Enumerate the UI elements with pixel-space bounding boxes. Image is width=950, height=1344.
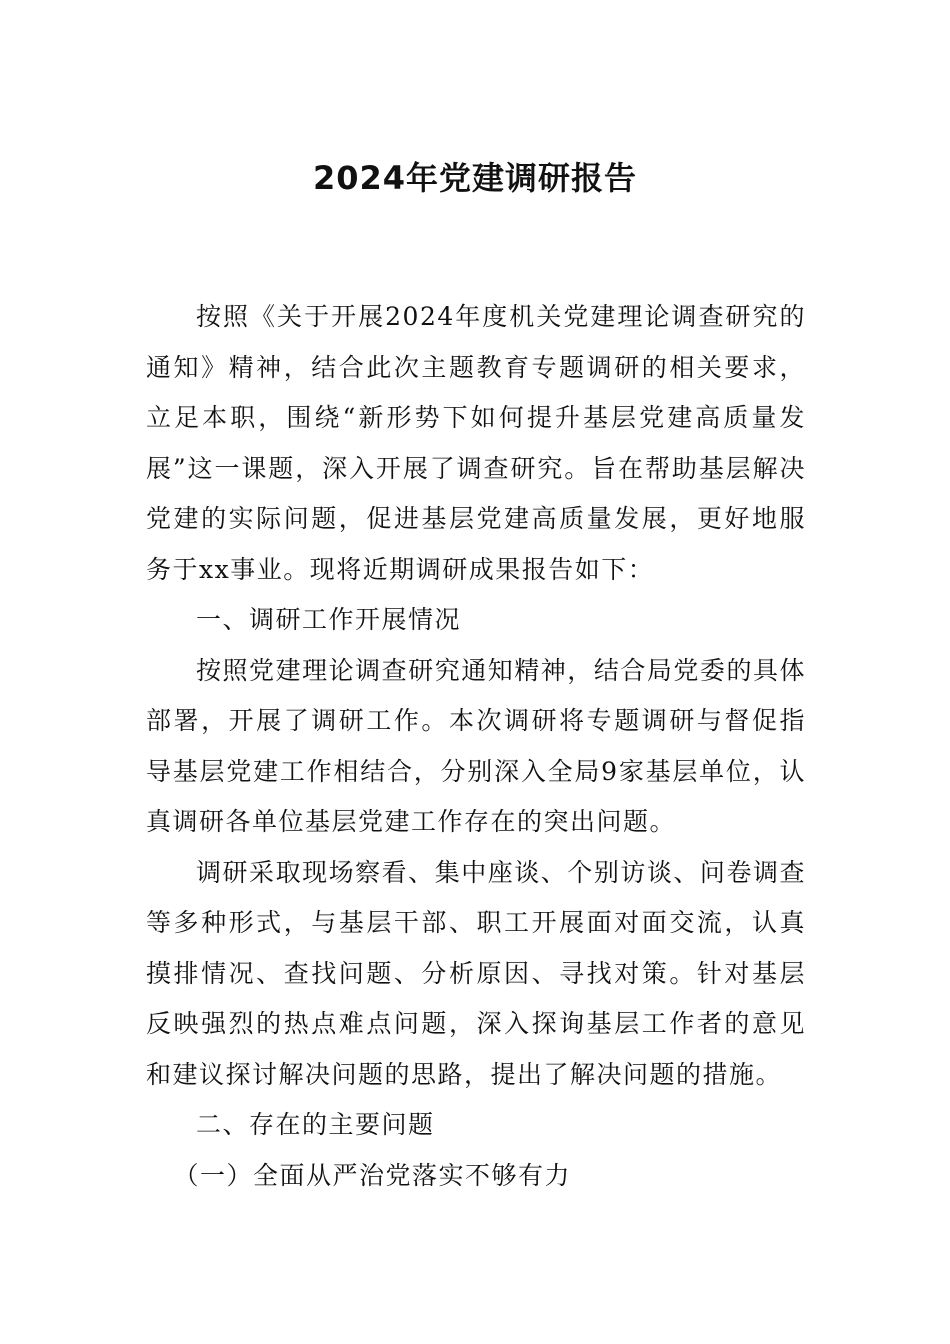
body-paragraph: 调研采取现场察看、集中座谈、个别访谈、问卷调查等多种形式，与基层干部、职工开展面对面交流，认真摸排情况、查找问题、分析原因、寻找对策。针对基层反映强烈的热点难点问题，深入探询基层工作者的意见和建议探讨解决问题的思路，提出了解决问题的措施。 <box>146 857 806 1089</box>
body-paragraph: 按照党建理论调查研究通知精神，结合局党委的具体部署，开展了调研工作。本次调研将专题调研与督促指导基层党建工作相结合，分别深入全局9家基层单位，认真调研各单位基层党建工作存在的突出问题。 <box>146 655 806 836</box>
intro-paragraph: 按照《关于开展2024年度机关党建理论调查研究的通知》精神，结合此次主题教育专题调研的相关要求，立足本职，围绕“新形势下如何提升基层党建高质量发展”这一课题，深入开展了调查研究。旨在帮助基层解决党建的实际问题，促进基层党建高质量发展，更好地服务于xx事业。现将近期调研成果报告如下： <box>146 302 806 584</box>
section-heading-2: 二、存在的主要问题 <box>196 1110 435 1139</box>
section-heading-1: 一、调研工作开展情况 <box>196 605 462 634</box>
document-title: 2024年党建调研报告 <box>312 159 638 197</box>
document-body <box>146 292 806 1201</box>
subsection-heading-1: （一）全面从严治党落实不够有力 <box>173 1160 572 1190</box>
